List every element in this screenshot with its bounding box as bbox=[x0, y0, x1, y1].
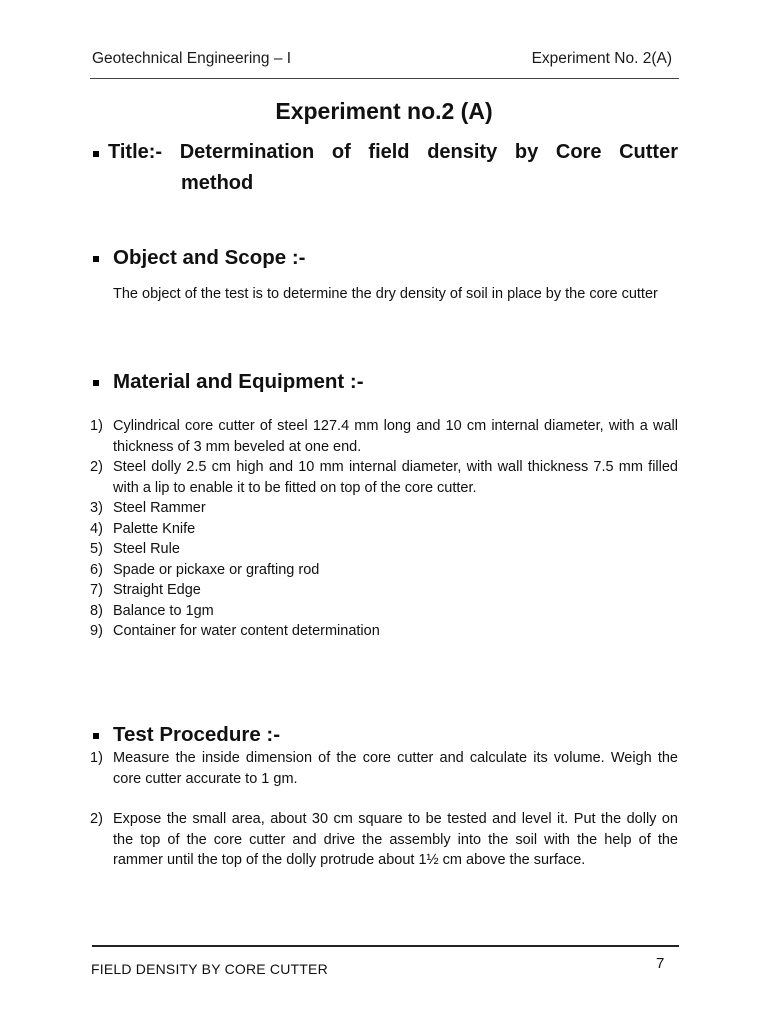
bullet-icon bbox=[93, 733, 99, 739]
list-item: 9) Container for water content determination bbox=[90, 623, 380, 639]
list-item: 4) Palette Knife bbox=[90, 520, 196, 537]
list-item: 5) Steel Rule bbox=[90, 541, 180, 557]
list-item: 6) Spade or pickaxe or grafting rod bbox=[90, 561, 320, 578]
procedure-heading: Test Procedure :- bbox=[113, 723, 281, 746]
list-item: 2) Expose the small area, about 30 cm square to be tested and level it. Put the dolly on the top of the core cutter and drive the assembly into the soil with the help of the rammer until the top of the dolly protrude about 1½ cm above the surface. bbox=[90, 811, 678, 868]
footer-divider bbox=[92, 945, 679, 947]
experiment-title-line1: Title:- Determination of field density by Core Cutter bbox=[108, 141, 678, 163]
header-experiment-number: Experiment No. 2(A) bbox=[531, 50, 672, 67]
page-number: 7 bbox=[656, 955, 665, 972]
bullet-icon bbox=[93, 256, 99, 262]
object-scope-text: The object of the test is to determine the dry density of soil in place by the core cutter bbox=[113, 286, 658, 302]
list-item: 3) Steel Rammer bbox=[90, 500, 206, 516]
list-item: 1) Cylindrical core cutter of steel 127.4 mm long and 10 cm internal diameter, with a wall thickness of 3 mm beveled at one end. bbox=[90, 418, 678, 455]
experiment-title-line2: method bbox=[181, 172, 254, 194]
procedure-list bbox=[90, 748, 678, 871]
footer-title: FIELD DENSITY BY CORE CUTTER bbox=[91, 961, 328, 977]
list-item: 8) Balance to 1gm bbox=[90, 602, 214, 619]
materials-heading: Material and Equipment :- bbox=[113, 370, 364, 393]
list-item: 7) Straight Edge bbox=[90, 582, 201, 598]
page-title: Experiment no.2 (A) bbox=[275, 98, 493, 124]
header-course-title: Geotechnical Engineering – I bbox=[92, 50, 292, 67]
materials-list bbox=[90, 416, 678, 642]
list-item: 2) Steel dolly 2.5 cm high and 10 mm internal diameter, with wall thickness 7.5 mm filled with a lip to enable it to be fitted on top of the core cutter. bbox=[90, 459, 678, 496]
object-scope-heading: Object and Scope :- bbox=[113, 246, 306, 269]
bullet-icon bbox=[93, 380, 99, 386]
header-divider bbox=[90, 78, 679, 79]
bullet-icon bbox=[93, 151, 99, 157]
list-item: 1) Measure the inside dimension of the core cutter and calculate its volume. Weigh the core cutter accurate to 1 gm. bbox=[90, 750, 678, 787]
